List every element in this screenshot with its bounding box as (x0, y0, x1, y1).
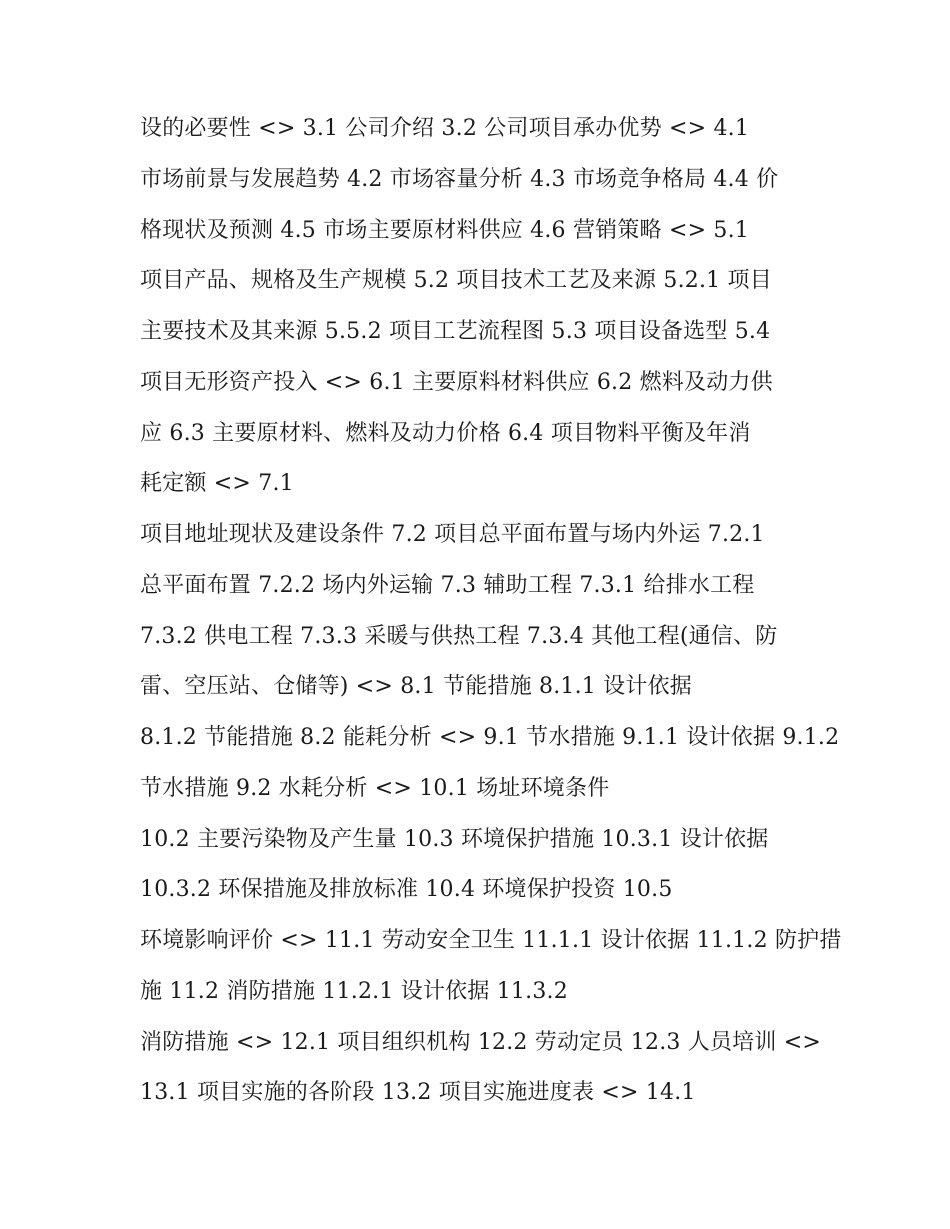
text-line: 市场前景与发展趋势 4.2 市场容量分析 4.3 市场竞争格局 4.4 价 (140, 166, 779, 192)
text-line: 10.2 主要污染物及产生量 10.3 环境保护措施 10.3.1 设计依据 (140, 826, 769, 852)
text-line: 节水措施 9.2 水耗分析 <> 10.1 场址环境条件 (140, 775, 610, 801)
text-line: 环境影响评价 <> 11.1 劳动安全卫生 11.1.1 设计依据 11.1.2 防护措 (140, 928, 842, 953)
text-line: 雷、空压站、仓储等) <> 8.1 节能措施 8.1.1 设计依据 (140, 674, 692, 700)
text-line: 7.3.2 供电工程 7.3.3 采暖与供热工程 7.3.4 其他工程(通信、防 (140, 623, 778, 649)
text-line: 耗定额 <> 7.1 (140, 471, 294, 497)
text-line: 项目地址现状及建设条件 7.2 项目总平面布置与场内外运 7.2.1 (140, 522, 765, 547)
text-line: 主要技术及其来源 5.5.2 项目工艺流程图 5.3 项目设备选型 5.4 (140, 319, 771, 344)
body-text (140, 104, 840, 1119)
text-line: 总平面布置 7.2.2 场内外运输 7.3 辅助工程 7.3.1 给排水工程 (140, 572, 755, 598)
text-line: 项目无形资产投入 <> 6.1 主要原料材料供应 6.2 燃料及动力供 (140, 369, 773, 395)
text-line: 8.1.2 节能措施 8.2 能耗分析 <> 9.1 节水措施 9.1.1 设计依据 9.1.2 (140, 725, 840, 750)
text-line: 设的必要性 <> 3.1 公司介绍 3.2 公司项目承办优势 <> 4.1 (140, 116, 750, 141)
text-line: 应 6.3 主要原材料、燃料及动力价格 6.4 项目物料平衡及年消 (140, 420, 751, 446)
text-line: 施 11.2 消防措施 11.2.1 设计依据 11.3.2 (140, 978, 568, 1004)
text-line: 消防措施 <> 12.1 项目组织机构 12.2 劳动定员 12.3 人员培训 <> (140, 1029, 822, 1055)
text-line: 10.3.2 环保措施及排放标准 10.4 环境保护投资 10.5 (140, 877, 673, 903)
text-line: 格现状及预测 4.5 市场主要原材料供应 4.6 营销策略 <> 5.1 (140, 217, 749, 243)
text-line: 13.1 项目实施的各阶段 13.2 项目实施进度表 <> 14.1 (140, 1080, 696, 1106)
text-line: 项目产品、规格及生产规模 5.2 项目技术工艺及来源 5.2.1 项目 (140, 268, 772, 294)
